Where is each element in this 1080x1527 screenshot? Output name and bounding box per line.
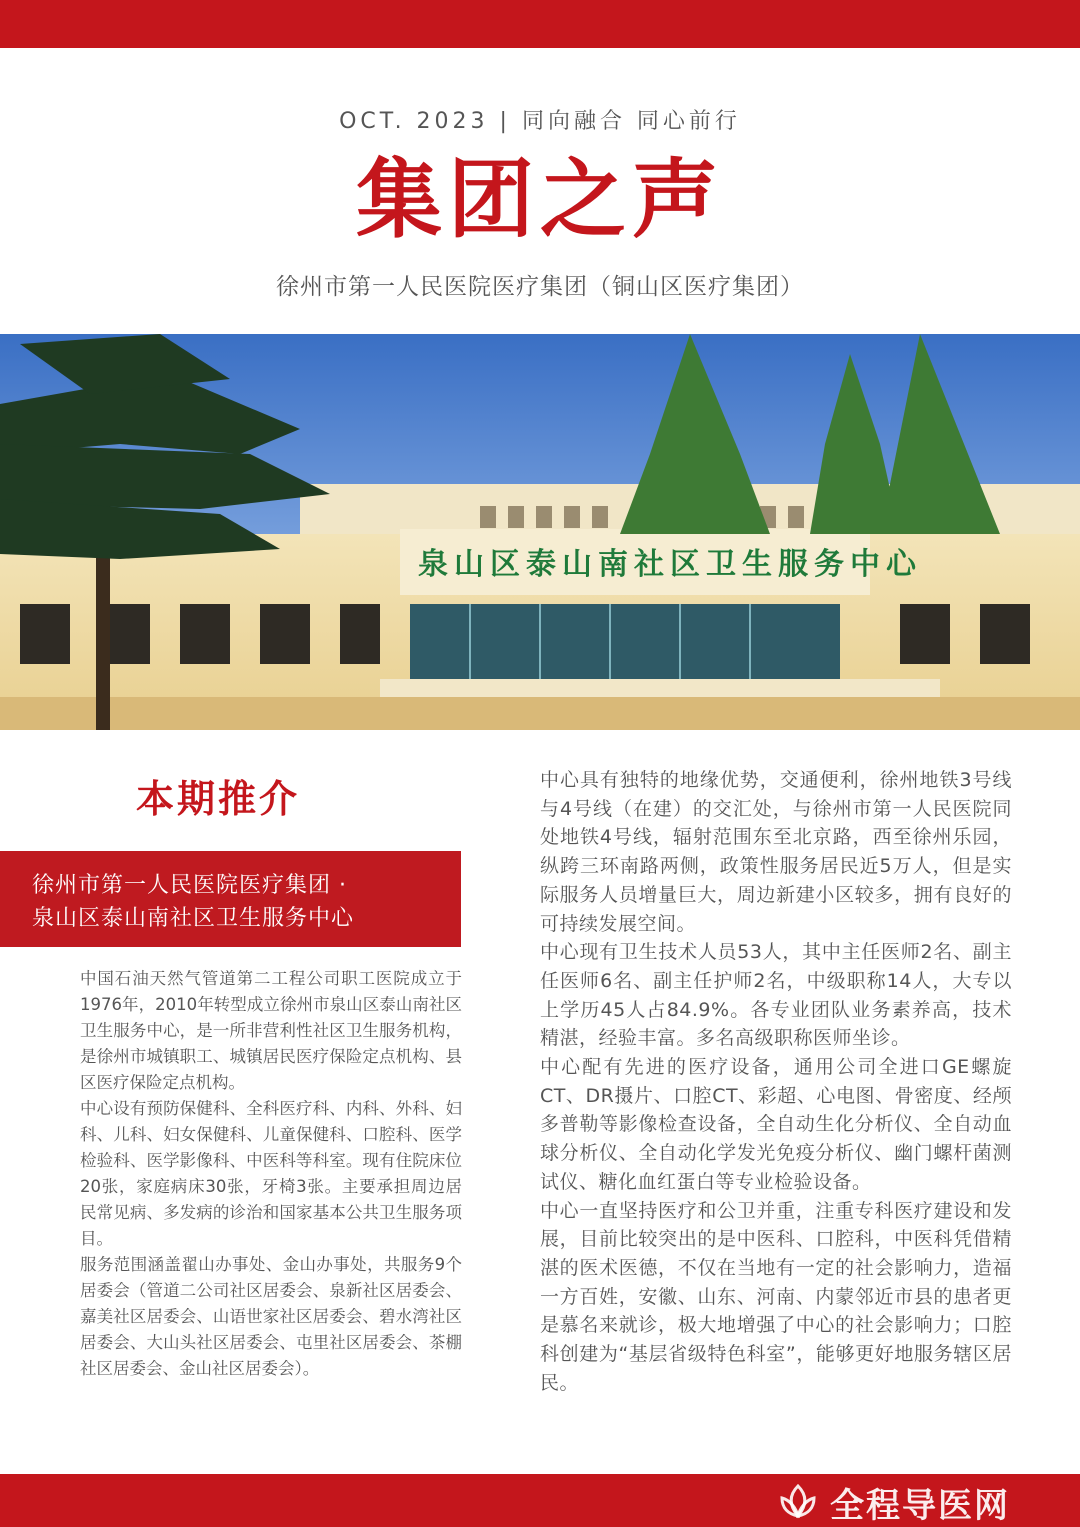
- feature-banner: [0, 851, 461, 947]
- watermark-text: 全程导医网: [830, 1485, 1010, 1526]
- feature-line-2: 泉山区泰山南社区卫生服务中心: [32, 906, 355, 931]
- lotus-logo-icon: [776, 1482, 820, 1522]
- organization-name: 徐州市第一人民医院医疗集团（铜山区医疗集团）: [276, 274, 804, 300]
- right-paragraph-3: 中心配有先进的医疗设备，通用公司全进口GE螺旋CT、DR摄片、口腔CT、彩超、心电图、骨密度、经颅多普勒等影像检查设备，全自动生化分析仪、全自动血球分析仪、全自动化学发光免疫分析仪、幽门螺杆菌测试仪、糖化血红蛋白等专业检验设备。: [540, 1056, 1012, 1193]
- right-paragraph-1: 中心具有独特的地缘优势，交通便利，徐州地铁3号线与4号线（在建）的交汇处，与徐州市第一人民医院同处地铁4号线，辐射范围东至北京路，西至徐州乐园，纵跨三环南路两侧，政策性服务居民近5万人，但是实际服务人员增量巨大，周边新建小区较多，拥有良好的可持续发展空间。: [540, 769, 1012, 935]
- glass-entrance: [410, 604, 840, 679]
- right-column: [540, 766, 1012, 1397]
- watermark: [776, 1480, 1010, 1524]
- section-title: 本期推介: [136, 777, 301, 821]
- issue-line: OCT. 2023 | 同向融合 同心前行: [339, 109, 741, 134]
- building-sign-text: 泉山区泰山南社区卫生服务中心: [418, 547, 922, 582]
- top-red-bar: [0, 0, 1080, 48]
- left-paragraph-1: 中国石油天然气管道第二工程公司职工医院成立于1976年，2010年转型成立徐州市泉山区泰山南社区卫生服务中心，是一所非营利性社区卫生服务机构，是徐州市城镇职工、城镇居民医疗保险定点机构、县区医疗保险定点机构。: [80, 969, 462, 1092]
- building-photo: [0, 334, 1080, 730]
- left-paragraph-3: 服务范围涵盖翟山办事处、金山办事处，共服务9个居委会（管道二公司社区居委会、泉新社区居委会、嘉美社区居委会、山语世家社区居委会、碧水湾社区居委会、大山头社区居委会、屯里社区居委会、茶棚社区居委会、金山社区居委会）。: [80, 1255, 462, 1378]
- right-paragraph-4: 中心一直坚持医疗和公卫并重，注重专科医疗建设和发展，目前比较突出的是中医科、口腔科，中医科凭借精湛的医术医德，不仅在当地有一定的社会影响力，造福一方百姓，安徽、山东、河南、内蒙邻近市县的患者更是慕名来就诊，极大地增强了中心的社会影响力；口腔科创建为“基层省级特色科室”，能够更好地服务辖区居民。: [540, 1199, 1012, 1394]
- left-paragraph-2: 中心设有预防保健科、全科医疗科、内科、外科、妇科、儿科、妇女保健科、儿童保健科、口腔科、医学检验科、医学影像科、中医科等科室。现有住院床位20张，家庭病床30张，牙椅3张。主要承担周边居民常见病、多发病的诊治和国家基本公共卫生服务项目。: [80, 1099, 462, 1248]
- right-paragraph-2: 中心现有卫生技术人员53人，其中主任医师2名、副主任医师6名、副主任护师2名，中级职称14人，大专以上学历45人占84.9%。各专业团队业务素养高，技术精湛，经验丰富。多名高级职称医师坐诊。: [540, 941, 1012, 1050]
- left-column: [80, 966, 462, 1382]
- masthead-title: 集团之声: [356, 150, 724, 250]
- feature-line-1: 徐州市第一人民医院医疗集团 ·: [32, 873, 347, 898]
